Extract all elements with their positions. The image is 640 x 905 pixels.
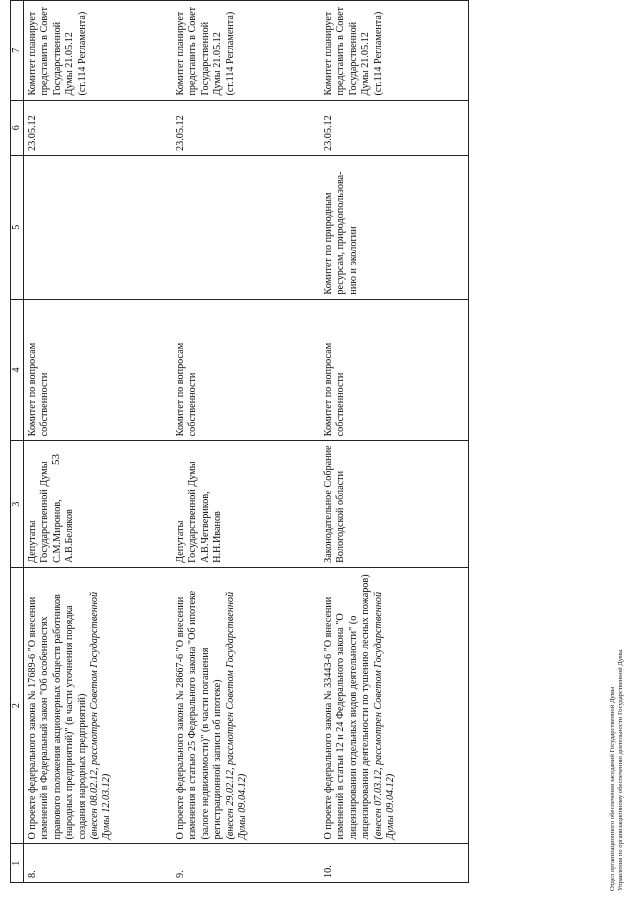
column-header: 5 (11, 155, 24, 299)
table-row (24, 1, 173, 883)
bill-title: О проекте федерального закона № 28667-6 "О внесении изменения в статью 25 Федерального закона "Об ипотеке (залоге недвижимости)" (в части погашения регистрационной записи об ипотеке) (175, 590, 224, 840)
footer (609, 649, 625, 891)
status-note: Комитет планирует представить в Совет Государственной Думы 21.05.12 (ст.114 Регламента) (320, 1, 469, 101)
bill-author: Депутаты Государственной Думы С.М.Миронов, А.В.Беляков (24, 441, 173, 568)
status-note: Комитет планирует представить в Совет Государственной Думы 21.05.12 (ст.114 Регламента) (172, 1, 320, 101)
co-committee (24, 155, 173, 299)
column-number-row (11, 1, 24, 883)
table-row (320, 1, 469, 883)
bill-register-table (10, 0, 469, 883)
column-header: 3 (11, 441, 24, 568)
co-committee: Комитет по природным ресурсам, природопользова-нию и экологии (320, 155, 469, 299)
bill-note: (внесен 29.02.12, рассмотрен Советом Государственной Думы 09.04.12) (224, 591, 249, 840)
column-header: 7 (11, 1, 24, 101)
column-header: 1 (11, 844, 24, 883)
bill-author: Законодательное Собрание Вологодской области (320, 441, 469, 568)
footer-line: Управления по организационному обеспечению деятельности Государственной Думы (617, 649, 624, 891)
responsible-committee: Комитет по вопросам собственности (320, 299, 469, 441)
row-number: 9. (172, 844, 320, 883)
deadline-date: 23.05.12 (24, 100, 173, 155)
row-number: 10. (320, 844, 469, 883)
column-header: 4 (11, 299, 24, 441)
deadline-date: 23.05.12 (172, 100, 320, 155)
page-number: 53 (50, 454, 62, 465)
footer-line: Отдел организационного обеспечения заседаний Государственной Думы (609, 686, 616, 891)
responsible-committee: Комитет по вопросам собственности (172, 299, 320, 441)
bill-note: (внесен 07.03.12, рассмотрен Советом Государственной Думы 09.04.12) (372, 591, 397, 840)
responsible-committee: Комитет по вопросам собственности (24, 299, 173, 441)
row-number: 8. (24, 844, 173, 883)
bill-description (24, 567, 173, 844)
column-header: 2 (11, 567, 24, 844)
bill-author: Депутаты Государственной Думы А.В.Четвериков, Н.Н.Иванов (172, 441, 320, 568)
bill-description (320, 567, 469, 844)
bill-description (172, 567, 320, 844)
table-row (172, 1, 320, 883)
co-committee (172, 155, 320, 299)
deadline-date: 23.05.12 (320, 100, 469, 155)
bill-title: О проекте федерального закона № 33443-6 "О внесении изменений в статьи 12 и 24 Федерального закона "О лицензировании отдельных видов деятельности" (о лицензировании деятельности по тушению лесных пожаров) (323, 574, 372, 840)
bill-note: (внесен 08.02.12, рассмотрен Советом Государственной Думы 12.03.12) (89, 591, 113, 840)
column-header: 6 (11, 100, 24, 155)
status-note: Комитет планирует представить в Совет Государственной Думы 21.05.12 (ст.114 Регламента) (24, 1, 173, 101)
bill-title: О проекте федерального закона № 17689-6 "О внесении изменений в Федеральный закон "Об особенностях правового положения акционерных обществ работников (народных предприятий)" (в части уточнения порядка создания народных предприятий) (27, 594, 88, 840)
